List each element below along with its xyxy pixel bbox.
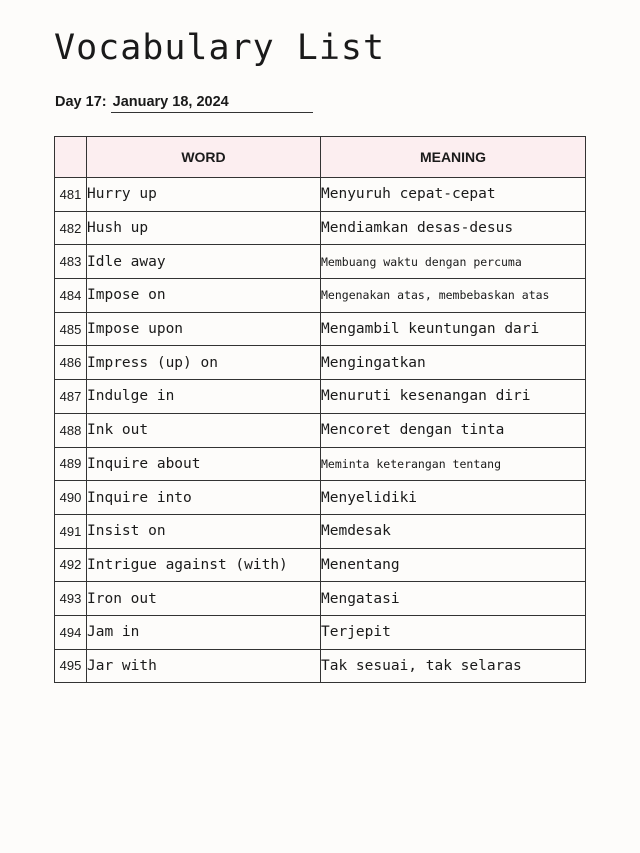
word-cell: Hush up [87, 211, 321, 245]
word-cell: Jam in [87, 615, 321, 649]
meaning-cell: Membuang waktu dengan percuma [321, 245, 586, 279]
word-cell: Hurry up [87, 178, 321, 212]
table-row [55, 481, 586, 515]
word-cell: Iron out [87, 582, 321, 616]
page-title: Vocabulary List [54, 28, 386, 68]
meaning-cell: Menuruti kesenangan diri [321, 380, 586, 414]
meaning-cell: Menyelidiki [321, 481, 586, 515]
meaning-cell: Meminta keterangan tentang [321, 447, 586, 481]
table-row [55, 245, 586, 279]
day-date: January 18, 2024 [111, 92, 313, 113]
meaning-cell: Menyuruh cepat-cepat [321, 178, 586, 212]
meaning-cell: Mengambil keuntungan dari [321, 312, 586, 346]
table-row [55, 649, 586, 683]
meaning-cell: Memdesak [321, 514, 586, 548]
meaning-cell: Mengenakan atas, membebaskan atas [321, 279, 586, 313]
meaning-column-header: MEANING [321, 137, 586, 178]
word-column-header: WORD [87, 137, 321, 178]
table-row [55, 380, 586, 414]
meaning-cell: Tak sesuai, tak selaras [321, 649, 586, 683]
row-number: 483 [55, 245, 87, 279]
row-number: 492 [55, 548, 87, 582]
day-label: Day 17: [55, 94, 107, 110]
day-line [55, 92, 313, 113]
row-number: 485 [55, 312, 87, 346]
table-row [55, 514, 586, 548]
word-cell: Intrigue against (with) [87, 548, 321, 582]
table-row [55, 279, 586, 313]
word-cell: Inquire about [87, 447, 321, 481]
word-cell: Insist on [87, 514, 321, 548]
meaning-cell: Mengingatkan [321, 346, 586, 380]
table-row [55, 178, 586, 212]
meaning-cell: Menentang [321, 548, 586, 582]
meaning-cell: Mencoret dengan tinta [321, 413, 586, 447]
table-row [55, 346, 586, 380]
word-cell: Impose on [87, 279, 321, 313]
row-number: 495 [55, 649, 87, 683]
number-column-header [55, 137, 87, 178]
row-number: 484 [55, 279, 87, 313]
meaning-cell: Mendiamkan desas-desus [321, 211, 586, 245]
table-row [55, 548, 586, 582]
word-cell: Impose upon [87, 312, 321, 346]
row-number: 491 [55, 514, 87, 548]
word-cell: Jar with [87, 649, 321, 683]
word-cell: Indulge in [87, 380, 321, 414]
meaning-cell: Mengatasi [321, 582, 586, 616]
table-row [55, 413, 586, 447]
row-number: 481 [55, 178, 87, 212]
table-row [55, 582, 586, 616]
row-number: 493 [55, 582, 87, 616]
vocabulary-table [54, 136, 586, 683]
row-number: 487 [55, 380, 87, 414]
word-cell: Idle away [87, 245, 321, 279]
row-number: 482 [55, 211, 87, 245]
table-header-row [55, 137, 586, 178]
table-row [55, 211, 586, 245]
word-cell: Ink out [87, 413, 321, 447]
word-cell: Impress (up) on [87, 346, 321, 380]
table-row [55, 615, 586, 649]
row-number: 494 [55, 615, 87, 649]
row-number: 488 [55, 413, 87, 447]
meaning-cell: Terjepit [321, 615, 586, 649]
table-row [55, 447, 586, 481]
row-number: 490 [55, 481, 87, 515]
row-number: 489 [55, 447, 87, 481]
word-cell: Inquire into [87, 481, 321, 515]
table-row [55, 312, 586, 346]
row-number: 486 [55, 346, 87, 380]
